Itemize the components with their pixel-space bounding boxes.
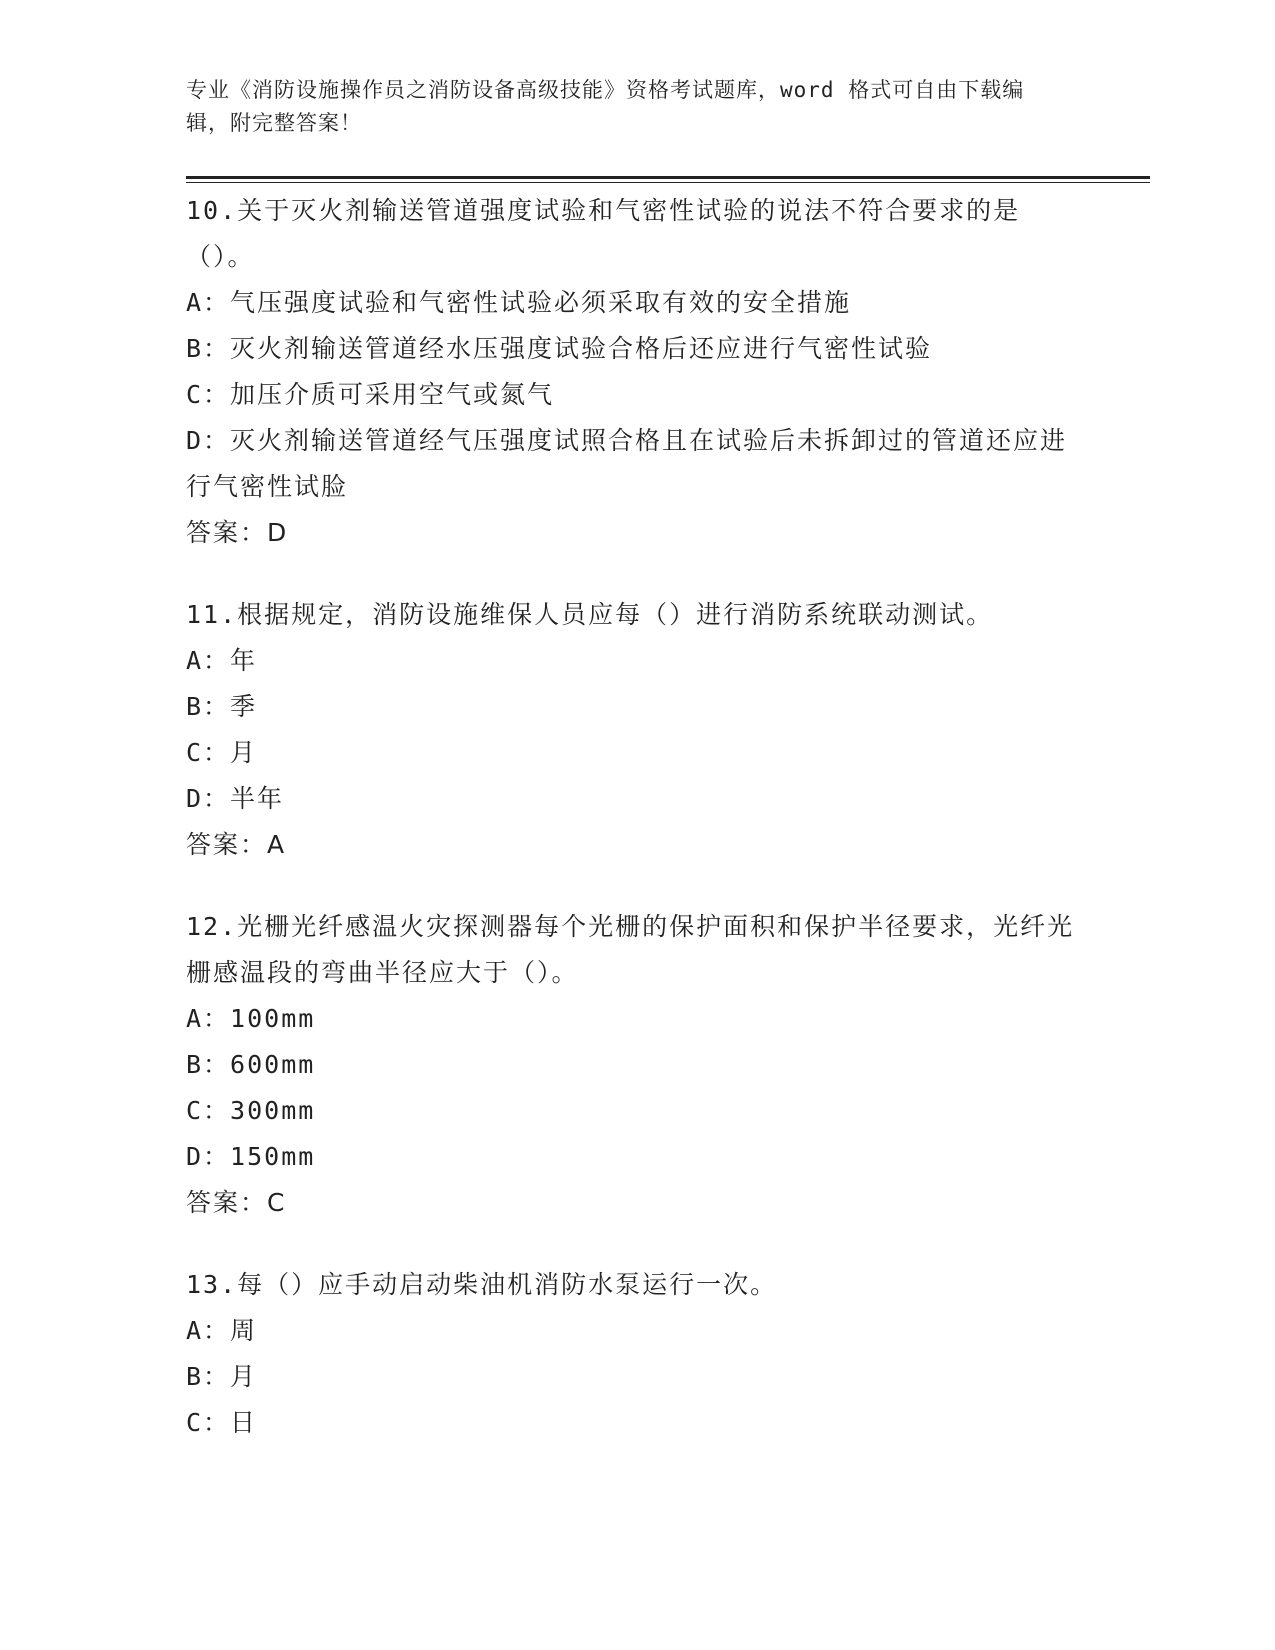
question-13: [186, 1262, 1076, 1446]
option-a: A：气压强度试验和气密性试验必须采取有效的安全措施: [186, 288, 852, 317]
option-a: A：年: [186, 646, 258, 675]
question-stem: 12.光栅光纤感温火灾探测器每个光栅的保护面积和保护半径要求，光纤光栅感温段的弯曲半径应大于（）。: [186, 912, 1075, 987]
option-d: D：150mm: [186, 1142, 316, 1171]
question-stem: 10.关于灭火剂输送管道强度试验和气密性试验的说法不符合要求的是（）。: [186, 196, 1021, 271]
answer-line: 答案：A: [186, 830, 287, 859]
answer-line: 答案：D: [186, 518, 289, 547]
question-10: [186, 188, 1076, 556]
option-b: B：灭火剂输送管道经水压强度试验合格后还应进行气密性试验: [186, 334, 933, 363]
document-header: 专业《消防设施操作员之消防设备高级技能》资格考试题库，word 格式可自由下载编辑，附完整答案！: [186, 78, 1025, 135]
option-d: D：灭火剂输送管道经气压强度试照合格且在试验后未拆卸过的管道还应进行气密性试脸: [186, 426, 1068, 501]
header-divider-thick: [186, 176, 1150, 179]
answer-line: 答案：C: [186, 1188, 287, 1217]
option-c: C：月: [186, 738, 258, 767]
question-stem: 13.每（）应手动启动柴油机消防水泵运行一次。: [186, 1270, 778, 1299]
question-12: [186, 904, 1076, 1226]
question-list: [186, 188, 1076, 1482]
option-a: A：周: [186, 1316, 258, 1345]
option-b: B：季: [186, 692, 258, 721]
question-stem: 11.根据规定，消防设施维保人员应每（）进行消防系统联动测试。: [186, 600, 994, 629]
option-b: B：600mm: [186, 1050, 316, 1079]
option-d: D：半年: [186, 784, 285, 813]
option-c: C：加压介质可采用空气或氮气: [186, 380, 555, 409]
option-a: A：100mm: [186, 1004, 316, 1033]
option-c: C：300mm: [186, 1096, 316, 1125]
option-c: C：日: [186, 1408, 258, 1437]
option-b: B：月: [186, 1362, 258, 1391]
header-divider-thin: [186, 182, 1150, 183]
question-11: [186, 592, 1076, 868]
